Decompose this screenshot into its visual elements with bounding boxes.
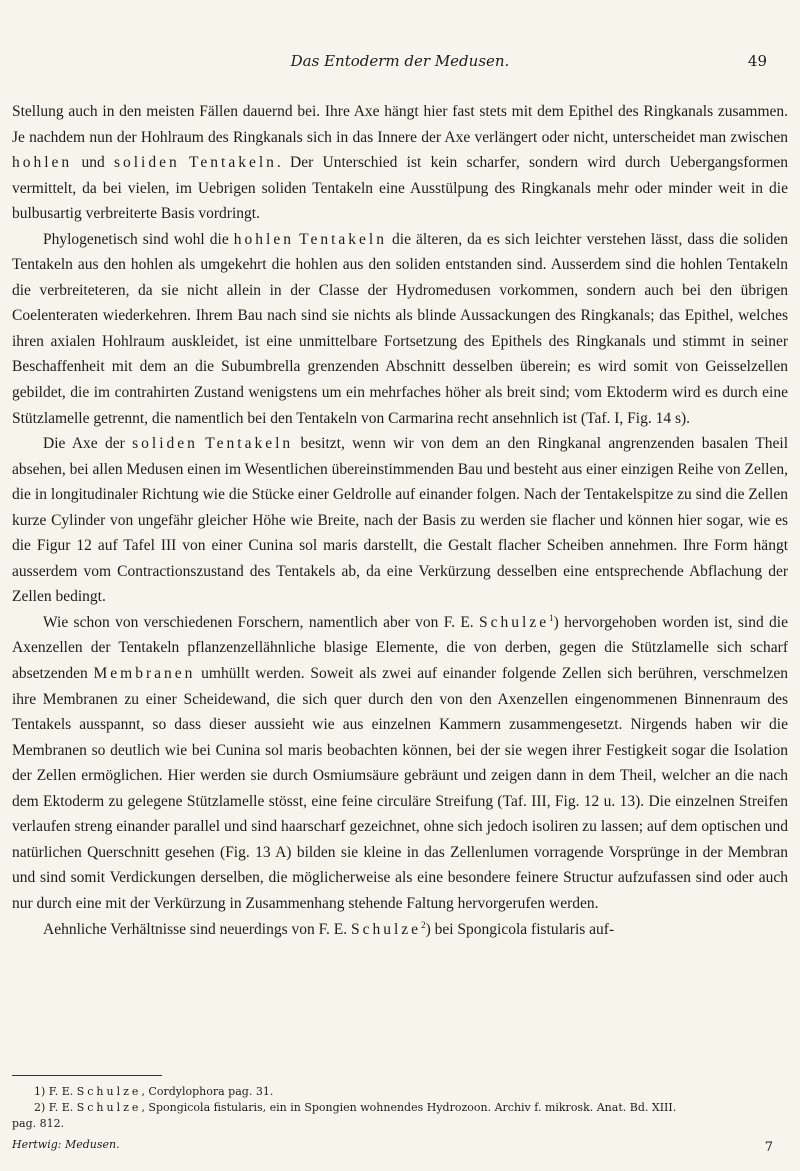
text-run: 2) F. E. xyxy=(34,1101,77,1114)
footnotes xyxy=(12,1084,788,1132)
text-run: Phylogenetisch sind wohl die xyxy=(43,230,234,248)
text-run: pag. 812. xyxy=(12,1117,65,1130)
text-run: , Spongicola fistularis, ein in Spongien wohnendes Hydrozoon. Archiv f. mikrosk. Anat. Bd. XIII. xyxy=(141,1101,677,1114)
text-run: Stellung auch in den meisten Fällen dauernd bei. Ihre Axe hängt hier fast stets mit dem Epithel des Ringkanals zusammen. Je nachdem nun der Hohlraum des Ringkanals sich in das Innere der Axe verlängert oder nicht, unterscheidet man zwischen xyxy=(12,103,788,146)
spaced-term: hohlen xyxy=(233,230,294,248)
footnote-divider xyxy=(12,1075,162,1076)
spaced-term: Schulze xyxy=(479,613,550,631)
footnote-ref: 1 xyxy=(549,612,554,623)
text-run xyxy=(180,154,189,171)
text-run: ) bei Spongicola fistularis auf- xyxy=(425,920,615,938)
text-run: . Der Unterschied ist kein scharfer, sondern wird durch Uebergangsformen vermittelt, da bei vielen, im Uebrigen soliden Tentakeln eine Ausstülpung des Ringkanals mehr oder minder weit in die bulbusartig verbreiterte Basis vordringt. xyxy=(12,154,789,223)
footnote-2 xyxy=(12,1100,788,1116)
text-run: besitzt, wenn wir von dem an den Ringkanal angrenzenden basalen Theil absehen, bei allen Medusen einen im Wesentlichen übereinstimmenden Bau und besteht aus einer einzigen Reihe von Zellen, die in longitudinaler Richtung wie die Stücke einer Geldrolle auf einander folgen. Nach der Tentakelspitze zu sind die Zellen kurze Cylinder von ungefähr gleicher Höhe wie Breite, nach der Basis zu werden sie flacher und können hier sogar, wie es die Figur 12 auf Tafel III von einer Cunina sol maris darstellt, die Gestalt flacher Scheiben annehmen. Ihre Form hängt ausserdem vom Contractionszustand des Tentakels ab, da eine Verkürzung desselben eine entsprechende Abflachung der Zellen bedingt. xyxy=(12,435,789,606)
page-footer xyxy=(12,1138,788,1158)
running-title: Das Entoderm der Medusen. xyxy=(290,52,510,70)
paragraph-4 xyxy=(12,610,788,917)
spaced-term: Schulze xyxy=(76,1101,142,1114)
spaced-term: hohlen xyxy=(12,154,73,172)
spaced-term: Membranen xyxy=(93,665,196,683)
spaced-term: Tentakeln xyxy=(205,435,294,453)
text-run: umhüllt werden. Soweit als zwei auf einander folgende Zellen sich berühren, verschmelzen ihre Membranen zu einer Scheidewand, die sich quer durch den von den Axenzellen eingenommenen Binnenraum des Tentakels ausspannt, so dass dieser aussieht wie aus einzelnen Kammern zusammengesetzt. Nirgends haben wir die Membranen so deutlich wie bei Cunina sol maris beobachten können, bei der sie wegen ihrer Festigkeit sogar die Isolation der Zellen ermöglichen. Hier werden sie durch Osmiumsäure gebräunt und zeigen dann in dem Theil, welcher an die nach dem Ektoderm zu gelegene Stützlamelle stösst, eine feine circuläre Streifung (Taf. III, Fig. 12 u. 13). Die einzelnen Streifen verlaufen streng einander parallel und sind haarscharf gezeichnet, ohne sich jedoch isoliren zu lassen; auf dem optischen und natürlichen Querschnitt gesehen (Fig. 13 A) bilden sie kleine in das Zellenlumen vorragende Vorsprünge in der Membran und sind somit Verdickungen derselben, die möglicherweise als eine besondere feinere Structur aufzufassen sind oder auch nur durch eine mit der Verkürzung in Zusammenhang stehende Faltung hervorgerufen werden. xyxy=(12,665,788,912)
footer-author: Hertwig: Medusen. xyxy=(12,1138,120,1151)
paragraph-1 xyxy=(12,99,788,227)
text-run: und xyxy=(72,154,114,172)
spaced-term: Schulze xyxy=(76,1085,142,1098)
spaced-term: soliden xyxy=(113,154,180,172)
body-text xyxy=(12,99,788,942)
spaced-term: Schulze xyxy=(351,920,422,938)
text-run: die älteren, da es sich leichter verstehen lässt, dass die soliden Tentakeln aus den hohlen als umgekehrt die hohlen aus den soliden entstanden sind. Ausserdem sind die hohlen Tentakeln die verbreiteteren, da sie nicht allein in der Classe der Hydromedusen vorkommen, sondern auch bei den übrigen Coelenteraten wiederkehren. Ihrem Bau nach sind sie nichts als blinde Aussackungen des Ringkanals; das Epithel, welches ihren axialen Hohlraum auskleidet, ist eine unmittelbare Fortsetzung des Epithels des Ringkanals und stimmt in seiner Beschaffenheit mit dem an die Subumbrella grenzenden Abschnitt desselben überein; es wird somit von Geisselzellen gebildet, die im contrahirten Zustand wenigstens um ein mehrfaches höher als breit sind; vom Ektoderm wird es durch eine Stützlamelle getrennt, die namentlich bei den Tentakeln von Carmarina recht ansehnlich ist (Taf. I, Fig. 14 s). xyxy=(12,230,788,427)
footnote-2-continuation xyxy=(12,1116,788,1132)
page-number: 49 xyxy=(747,52,767,70)
running-header xyxy=(0,50,800,74)
text-run: 1) F. E. xyxy=(34,1085,77,1098)
paragraph-3 xyxy=(12,431,788,610)
text-run: Die Axe der xyxy=(43,435,133,453)
text-run: ) hervorgehoben worden ist, sind die Axenzellen der Tentakeln pflanzenzellähnliche blasige Elemente, die von derben, gegen die Stützlamelle sich scharf absetzenden xyxy=(12,613,788,683)
text-run: Aehnliche Verhältnisse sind neuerdings von F. E. xyxy=(43,920,351,938)
spaced-term: Tentakeln xyxy=(299,230,387,248)
signature-mark: 7 xyxy=(764,1140,773,1155)
spaced-term: soliden xyxy=(132,435,198,453)
footnote-ref: 2 xyxy=(421,919,426,930)
text-run: Wie schon von verschiedenen Forschern, namentlich aber von F. E. xyxy=(43,613,480,631)
footnote-1 xyxy=(12,1084,788,1100)
text-run: , Cordylophora pag. 31. xyxy=(141,1085,274,1098)
paragraph-5 xyxy=(12,917,788,943)
spaced-term: Tentakeln xyxy=(189,154,277,172)
paragraph-2 xyxy=(12,227,788,431)
